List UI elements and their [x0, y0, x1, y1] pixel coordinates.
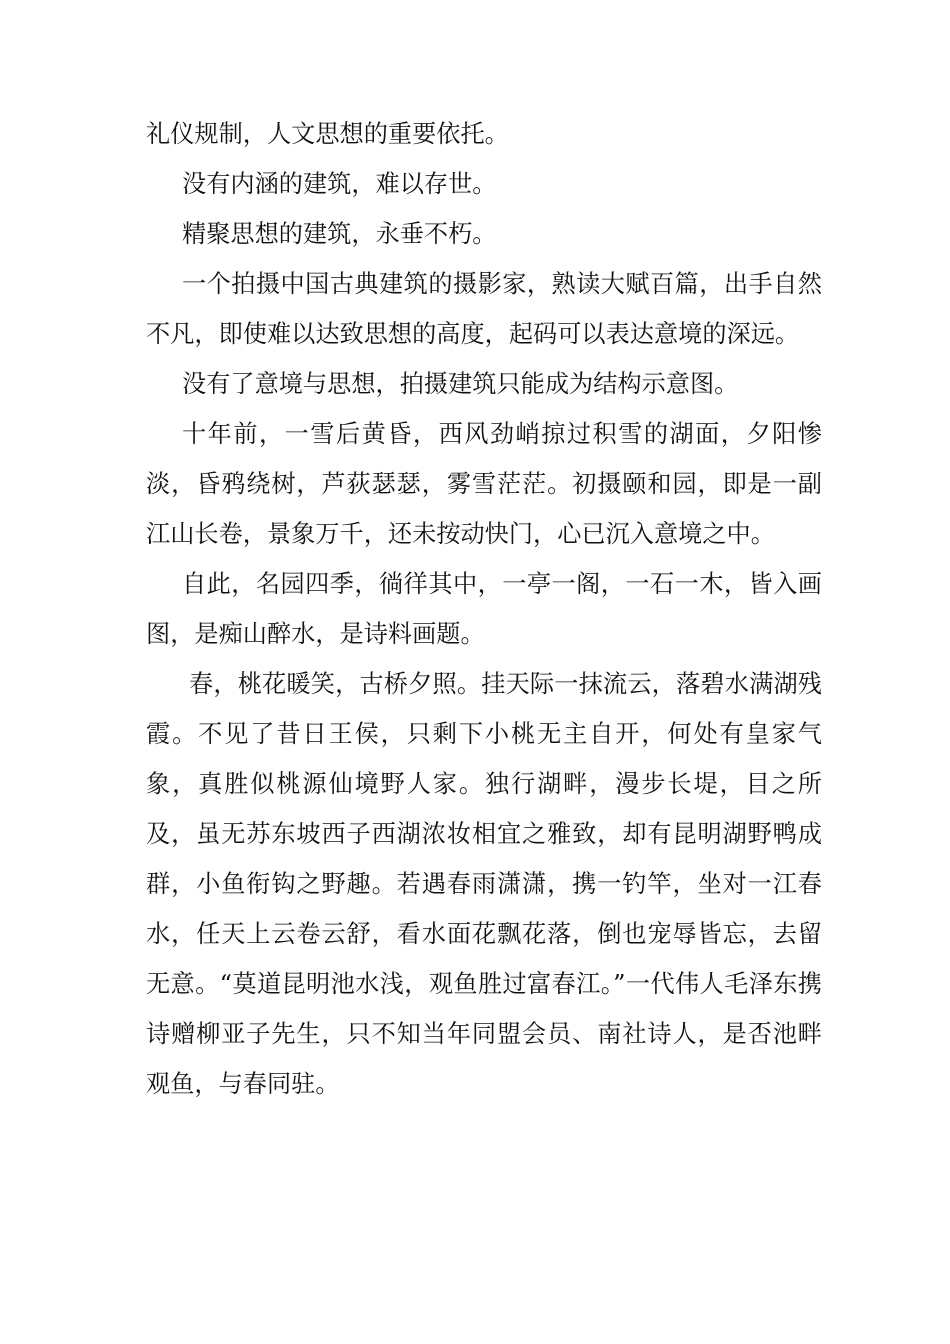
paragraph-2 — [146, 159, 822, 209]
paragraph-4 — [146, 259, 822, 359]
paragraph-line: 没有内涵的建筑，难以存世。 — [182, 170, 497, 198]
paragraph-line: 湖残霞。不见了昔日王侯，只剩下小桃无主自开，何处有皇 — [146, 670, 822, 748]
paragraph-line: 社诗人，是否池畔观鱼，与春同驻。 — [146, 1020, 822, 1098]
paragraph-line: 代伟人毛泽东携诗赠柳亚子先生，只不知当年同盟会员、南 — [146, 970, 822, 1048]
paragraph-1 — [146, 109, 822, 159]
document-body — [146, 109, 822, 1109]
paragraph-3 — [146, 209, 822, 259]
paragraph-7 — [146, 559, 822, 659]
paragraph-line: 自然不凡，即使难以达致思想的高度，起码可以表达意境的 — [146, 270, 822, 348]
paragraph-line: 之所及，虽无苏东坡西子西湖浓妆相宜之雅致，却有昆明湖 — [146, 770, 822, 848]
paragraph-line: 春，桃花暖笑，古桥夕照。挂天际一抹流云，落碧水满 — [189, 670, 774, 698]
paragraph-line: 野鸭成群，小鱼衔钩之野趣。若遇春雨潇潇，携一钓竿，坐 — [146, 820, 822, 898]
paragraph-line: 一个拍摄中国古典建筑的摄影家，熟读大赋百篇，出手 — [182, 270, 774, 298]
paragraph-line: 皆忘，去留无意。“莫道昆明池水浅，观鱼胜过富春江。”一 — [146, 920, 822, 998]
paragraph-line: 十年前，一雪后黄昏，西风劲峭掠过积雪的湖面，夕阳 — [182, 420, 798, 448]
paragraph-6 — [146, 409, 822, 559]
paragraph-line: 对一江春水，任天上云卷云舒，看水面花飘花落，倒也宠辱 — [146, 870, 822, 948]
paragraph-line: 深远。 — [726, 320, 800, 348]
paragraph-line: 中。 — [726, 520, 775, 548]
paragraph-line: 礼仪规制，人文思想的重要依托。 — [146, 120, 509, 148]
paragraph-line: 一副江山长卷，景象万千，还未按动快门，心已沉入意境之 — [146, 470, 822, 548]
paragraph-line: 惨淡，昏鸦绕树，芦荻瑟瑟，雾雪茫茫。初摄颐和园，即是 — [146, 420, 822, 498]
paragraph-line: 家气象，真胜似桃源仙境野人家。独行湖畔，漫步长堤，目 — [146, 720, 822, 798]
paragraph-5 — [146, 359, 822, 409]
paragraph-line: 没有了意境与思想，拍摄建筑只能成为结构示意图。 — [182, 370, 739, 398]
paragraph-line: 入画图，是痴山醉水，是诗料画题。 — [146, 570, 822, 648]
paragraph-line: 精聚思想的建筑，永垂不朽。 — [182, 220, 497, 248]
paragraph-line: 自此，名园四季，徜徉其中，一亭一阁，一石一木，皆 — [182, 570, 774, 598]
paragraph-8 — [146, 659, 822, 1109]
